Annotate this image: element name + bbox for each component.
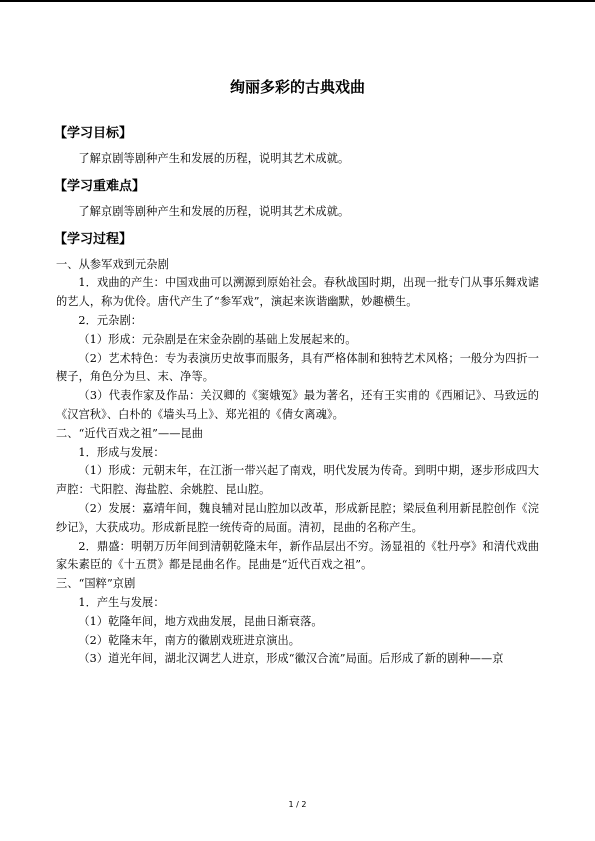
section-heading-process: 【学习过程】 bbox=[54, 231, 133, 247]
process-paragraph: 1．形成与发展： bbox=[78, 445, 165, 459]
process-paragraph: （2）乾隆末年，南方的徽剧戏班进京演出。 bbox=[78, 633, 301, 647]
process-paragraph: 2．鼎盛：明朝万历年间到清朝乾隆末年，新作品层出不穷。汤显祖的《牡丹亭》和清代戏曲家朱素臣的《十五贯》都是昆曲名作。昆曲是“近代百戏之祖”。 bbox=[56, 539, 539, 572]
page-number: 1 / 2 bbox=[288, 800, 307, 809]
process-paragraph: （1）乾隆年间，地方戏曲发展，昆曲日渐衰落。 bbox=[78, 614, 323, 628]
process-part-3-heading: 三、“国粹”京剧 bbox=[56, 577, 136, 591]
process-paragraph: （3）道光年间，湖北汉调艺人进京，形成“徽汉合流”局面。后形成了新的剧种——京 bbox=[78, 652, 504, 666]
process-paragraph: 1．戏曲的产生：中国戏曲可以溯源到原始社会。春秋战国时期，出现一批专门从事乐舞戏谑的艺人，称为优伶。唐代产生了“参军戏”，演起来诙谐幽默，妙趣横生。 bbox=[56, 276, 539, 309]
top-border-line bbox=[0, 0, 595, 2]
process-paragraph: （3）代表作家及作品：关汉卿的《窦娥冤》最为著名，还有王实甫的《西厢记》、马致远的《汉宫秋》、白朴的《墙头马上》、郑光祖的《倩女离魂》。 bbox=[56, 389, 539, 421]
process-paragraph: （1）形成：元杂剧是在宋金杂剧的基础上发展起来的。 bbox=[78, 332, 357, 346]
process-paragraph: （2）发展：嘉靖年间，魏良辅对昆山腔加以改革，形成新昆腔；梁辰鱼利用新昆腔创作《浣纱记》，大获成功。形成新昆腔一统传奇的局面。清初，昆曲的名称产生。 bbox=[56, 501, 539, 534]
process-part-2-heading: 二、“近代百戏之祖”——昆曲 bbox=[56, 426, 204, 440]
objectives-text: 了解京剧等剧种产生和发展的历程，说明其艺术成就。 bbox=[78, 152, 350, 165]
document-title: 绚丽多彩的古典戏曲 bbox=[229, 78, 365, 96]
key-points-text: 了解京剧等剧种产生和发展的历程，说明其艺术成就。 bbox=[78, 204, 350, 218]
section-heading-objectives: 【学习目标】 bbox=[54, 126, 133, 141]
document-body bbox=[56, 76, 539, 669]
process-paragraph: 1．产生与发展： bbox=[78, 595, 165, 609]
process-paragraph: （2）艺术特色：专为表演历史故事而服务，具有严格体制和独特艺术风格；一般分为四折一楔子，角色分为旦、末、净等。 bbox=[56, 351, 539, 384]
process-part-1-heading: 一、从参军戏到元杂剧 bbox=[56, 257, 169, 271]
section-heading-key-points: 【学习重难点】 bbox=[54, 178, 146, 194]
process-paragraph: （1）形成：元朝末年，在江浙一带兴起了南戏，明代发展为传奇。到明中期，逐步形成四大声腔：弋阳腔、海盐腔、余姚腔、昆山腔。 bbox=[56, 464, 539, 497]
process-paragraph: 2．元杂剧： bbox=[78, 313, 143, 327]
